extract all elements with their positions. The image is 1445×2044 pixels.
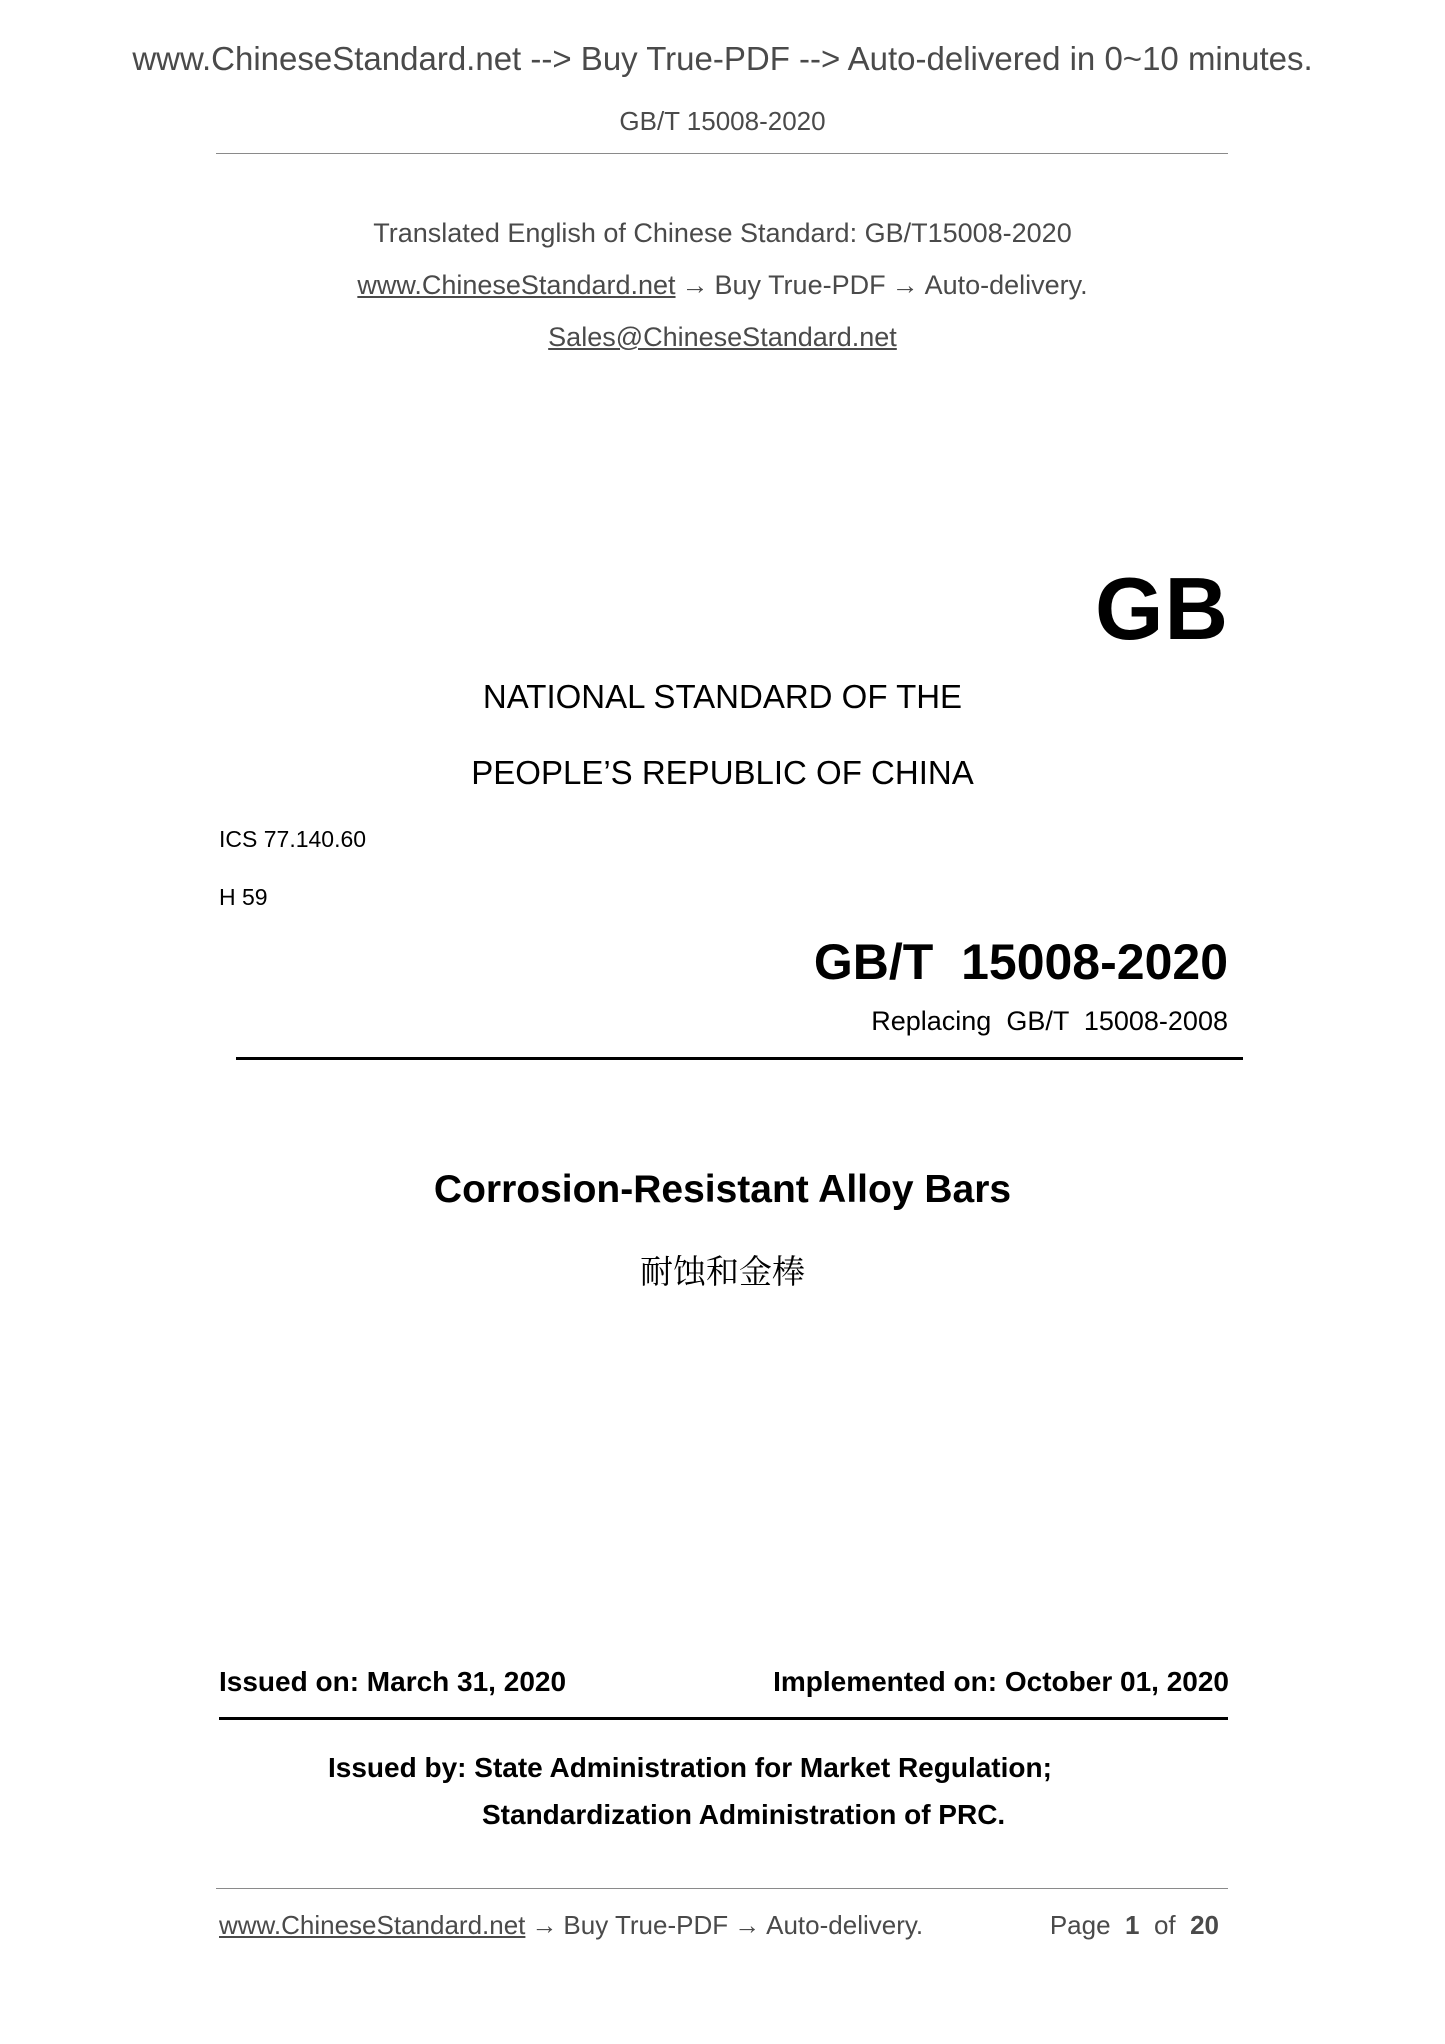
gb-mark: GB [1095, 559, 1229, 658]
title-divider [236, 1057, 1243, 1060]
replacing-standard: Replacing GB/T 15008-2008 [871, 1006, 1228, 1036]
classification-code: H 59 [219, 884, 268, 910]
issued-on-date: Issued on: March 31, 2020 [219, 1666, 567, 1697]
page-label: Page [1049, 1910, 1111, 1940]
footer-auto-label: Auto-delivery. [766, 1910, 924, 1940]
implemented-on-date: Implemented on: October 01, 2020 [773, 1666, 1229, 1697]
right-arrow-icon: → [891, 270, 919, 300]
header-divider [216, 153, 1228, 154]
footer-buy-label: Buy True-PDF [563, 1910, 729, 1940]
footer-site-link[interactable]: www.ChineseStandard.net [219, 1910, 526, 1940]
right-arrow-icon: → [681, 270, 709, 300]
ics-code: ICS 77.140.60 [219, 826, 367, 852]
document-title-en: Corrosion-Resistant Alloy Bars [433, 1168, 1012, 1211]
page-total: 20 [1190, 1910, 1219, 1940]
issued-by-line-1: Issued by: State Administration for Market Regulation; [328, 1752, 1052, 1783]
standard-number: GB/T 15008-2020 [813, 934, 1228, 990]
top-banner: www.ChineseStandard.net --> Buy True-PDF --> Auto-delivered in 0~10 minutes. [132, 40, 1313, 77]
page-current: 1 [1125, 1910, 1140, 1940]
sales-email-link[interactable]: Sales@ChineseStandard.net [548, 322, 897, 352]
national-standard-line-1: NATIONAL STANDARD OF THE [482, 678, 963, 715]
document-title-zh: 耐蚀和金棒 [640, 1252, 805, 1291]
of-label: of [1153, 1910, 1176, 1940]
footer-divider [216, 1888, 1228, 1889]
right-arrow-icon: → [734, 1910, 761, 1940]
delivery-line [0, 270, 1445, 301]
right-arrow-icon: → [531, 1910, 558, 1940]
footer-delivery-line [219, 1910, 923, 1941]
site-link[interactable]: www.ChineseStandard.net [357, 270, 676, 300]
buy-label: Buy True-PDF [714, 270, 886, 300]
header-standard-code: GB/T 15008-2020 [619, 106, 826, 136]
translated-notice: Translated English of Chinese Standard: GB/T15008-2020 [373, 218, 1072, 248]
auto-label: Auto-delivery. [924, 270, 1088, 300]
sales-line [0, 322, 1445, 353]
dates-divider [219, 1717, 1228, 1720]
page-indicator [1050, 1910, 1219, 1941]
issued-by-line-2: Standardization Administration of PRC. [482, 1799, 1006, 1830]
national-standard-line-2: PEOPLE’S REPUBLIC OF CHINA [471, 754, 974, 791]
